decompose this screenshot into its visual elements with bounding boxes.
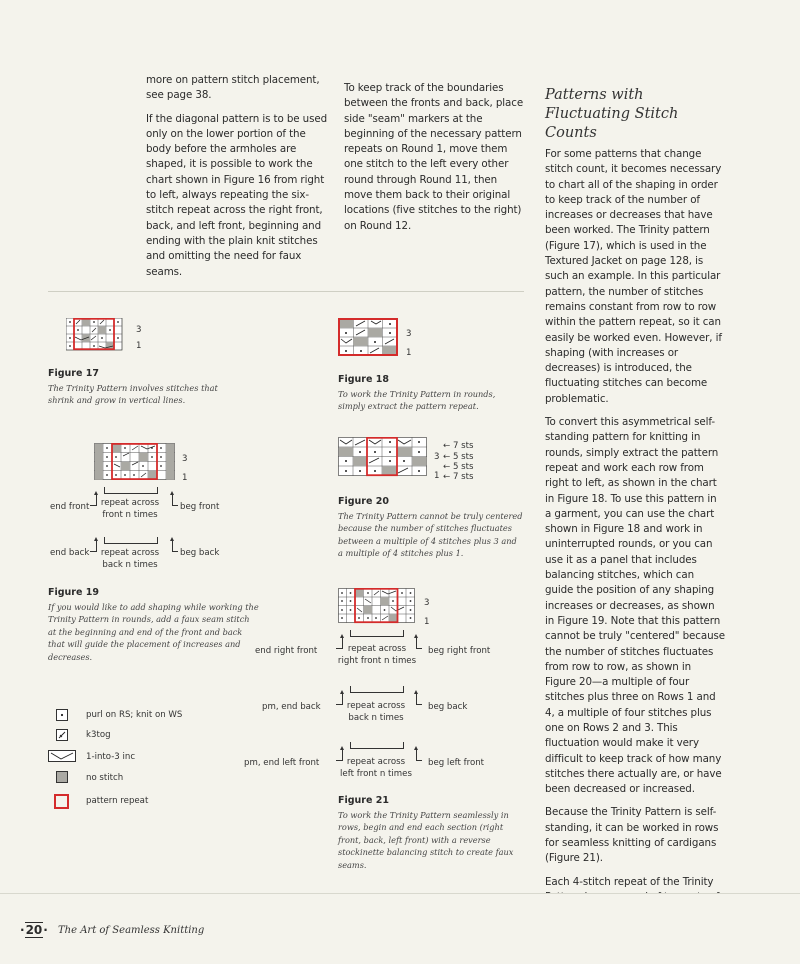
fig20-count-row1: ← 7 sts: [443, 472, 474, 482]
fig19-beg-front: beg front: [180, 502, 220, 512]
fig21-rep-rf-2: right front n times: [337, 656, 417, 666]
chart-grid: [338, 588, 416, 624]
footer-rule: [0, 893, 800, 894]
fig19-repeat-back-1: repeat across: [100, 548, 160, 558]
fig20-row-3: 3: [434, 452, 440, 462]
fig21-pm-end-left-front: pm, end left front: [244, 758, 320, 768]
col1-paragraph: more on pattern stitch placement, see page 38.: [146, 74, 320, 102]
pattern-repeat-icon: [54, 794, 69, 809]
sidebar-paragraph: To convert this asymmetrical self-standing pattern for knitting in rounds, simply extract the pattern repeat and work each row from right to left, as shown in the chart in Figure 18. To use this pattern in a garment, you can use the chart shown in Figure 18 and work in uninterrupted rounds, or you can use it as a panel that includes balancing stitches, which can guide the position of any shaping increases or decreases, as shown in Figure 19. Note that this pattern cannot be truly "centered" because the number of stitches fluctuates from row to row, as shown in Figure 20—a multiple of four stitches plus three on Rows 1 and 4, a multiple of four stitches plus one on Rows 2 and 3. This fluctuation would make it very difficult to keep track of how many stitches there actually are, or have been decreased or increased.: [545, 416, 725, 796]
fig19-beg-back: beg back: [180, 548, 220, 558]
fig20-count-row3: ← 5 sts: [443, 452, 474, 462]
fig19-row-1: 1: [182, 473, 188, 483]
fig19-repeat-back-2: back n times: [102, 560, 158, 570]
fig17-title: Figure 17: [48, 368, 99, 379]
fig21-beg-left-front: beg left front: [428, 758, 485, 768]
fig19-back-bracket: [104, 537, 158, 544]
figure-17-chart: [66, 318, 124, 356]
sidebar-paragraph: Each 4-stitch repeat of the Trinity: [545, 875, 714, 888]
fig20-caption: The Trinity Pattern cannot be truly centered because the number of stitches fluctuates between a multiple of 4 stitches plus 3 and a multiple of 4 stitches plus 1.: [338, 511, 523, 559]
fig18-title: Figure 18: [338, 374, 389, 385]
fig18-row-1: 1: [406, 348, 412, 358]
fig19-end-front: end front: [50, 502, 90, 512]
fig20-title: Figure 20: [338, 496, 389, 507]
fig21-caption: To work the Trinity Pattern seamlessly in rows, begin and end each section (right front, back, left front) with a reverse stockinette balancing stitch to create faux seams.: [338, 810, 514, 870]
fig17-caption: The Trinity Pattern involves stitches that shrink and grow in vertical lines.: [48, 383, 218, 406]
k3tog-icon: [56, 729, 68, 741]
figure-20-chart: [338, 437, 428, 483]
fig21-back-bracket: [350, 686, 404, 693]
sidebar-title: Patterns with Fluctuating Stitch Counts: [545, 87, 679, 141]
fig19-repeat-front-2: front n times: [102, 510, 158, 520]
fig21-rep-b-2: back n times: [348, 713, 404, 723]
fig21-end-right-front: end right front: [255, 646, 318, 656]
fig21-beg-right-front: beg right front: [428, 646, 491, 656]
figure-19-chart: [94, 443, 176, 485]
sidebar-paragraph: Because the Trinity Pattern is self-standing, it can be worked in rows for seamless knitting of cardigans (Figure 21).: [545, 806, 719, 865]
fig21-rep-b-1: repeat across: [346, 701, 406, 711]
fig21-rep-rf-1: repeat across: [347, 644, 407, 654]
fig19-title: Figure 19: [48, 587, 99, 598]
fig20-row-1: 1: [434, 471, 440, 481]
purl-icon: [56, 709, 68, 721]
legend-k3tog-label: k3tog: [86, 730, 111, 740]
fig21-rf-bracket: [350, 630, 404, 637]
fig19-front-bracket: [104, 487, 158, 494]
chart-grid: [94, 443, 176, 481]
fig21-row-1: 1: [424, 617, 430, 627]
fig19-row-3: 3: [182, 454, 188, 464]
legend-inc-label: 1-into-3 inc: [86, 752, 136, 762]
fig19-repeat-front-1: repeat across: [100, 498, 160, 508]
fig21-lf-bracket: [350, 742, 404, 749]
legend-repeat-label: pattern repeat: [86, 796, 149, 806]
col1-paragraph: If the diagonal pattern is to be used only on the lower portion of the body before the armholes are shaped, it is possible to work the chart shown in Figure 16 from right to left, always repeating the six-stitch repeat across the right front, back, and left front, beginning and ending with the plain knit stitches and omitting the need for faux seams.: [146, 112, 328, 278]
page-number-dot: ·: [20, 923, 25, 937]
figure-18-chart: [338, 318, 400, 362]
fig18-row-3: 3: [406, 329, 412, 339]
fig21-rep-lf-1: repeat across: [346, 757, 406, 767]
sidebar: [545, 86, 725, 959]
column-1-text: [146, 73, 328, 288]
chart-grid: [338, 318, 400, 358]
chart-grid: [66, 318, 124, 352]
fig21-pm-end-back: pm, end back: [262, 702, 321, 712]
fig21-rep-lf-2: left front n times: [340, 769, 412, 779]
book-title: The Art of Seamless Knitting: [58, 925, 205, 936]
col2-paragraph: To keep track of the boundaries between the fronts and back, place side "seam" markers at the beginning of the necessary pattern repeats on Round 1, move them one stitch to the left every other round through Round 11, then move them back to their original locations (five stitches to the right) on Round 12.: [344, 82, 524, 232]
page-number-badge: ·20·: [20, 923, 48, 937]
sidebar-paragraph: For some patterns that change stitch count, it becomes necessary to chart all of the shaping in order to keep track of the number of increases or decreases that have been worked. The Trinity pattern (Figure 17), which is used in the Textured Jacket on page 128, is such an example. In this particular pattern, the number of stitches remains constant from row to row within the pattern repeat, so it can easily be worked even. However, if shaping (with increases or decreases) is introduced, the fluctuating stitches can become problematic.: [545, 148, 722, 405]
fig21-beg-back: beg back: [428, 702, 468, 712]
column-2-text: [344, 81, 526, 242]
fig21-row-3: 3: [424, 598, 430, 608]
section-divider: [48, 291, 524, 292]
fig21-title: Figure 21: [338, 795, 389, 806]
fig17-row-1: 1: [136, 341, 142, 351]
legend-purl-label: purl on RS; knit on WS: [86, 710, 183, 720]
no-stitch-icon: [56, 771, 68, 783]
fig18-caption: To work the Trinity Pattern in rounds, simply extract the pattern repeat.: [338, 389, 496, 412]
chart-grid: [338, 437, 428, 479]
increase-icon: [48, 750, 76, 762]
figure-21-chart: [338, 588, 416, 628]
legend-no-stitch-label: no stitch: [86, 773, 124, 783]
page-number: 20: [25, 923, 43, 937]
fig20-count-row2: ← 5 sts: [443, 462, 474, 472]
fig19-end-back: end back: [50, 548, 90, 558]
fig17-row-3: 3: [136, 325, 142, 335]
fig20-count-row4: ← 7 sts: [443, 441, 474, 451]
fig19-caption: If you would like to add shaping while working the Trinity Pattern in rounds, add a faux seam stitch at the beginning and end of the front and back that will guide the placement of increases and decreases.: [48, 602, 259, 662]
